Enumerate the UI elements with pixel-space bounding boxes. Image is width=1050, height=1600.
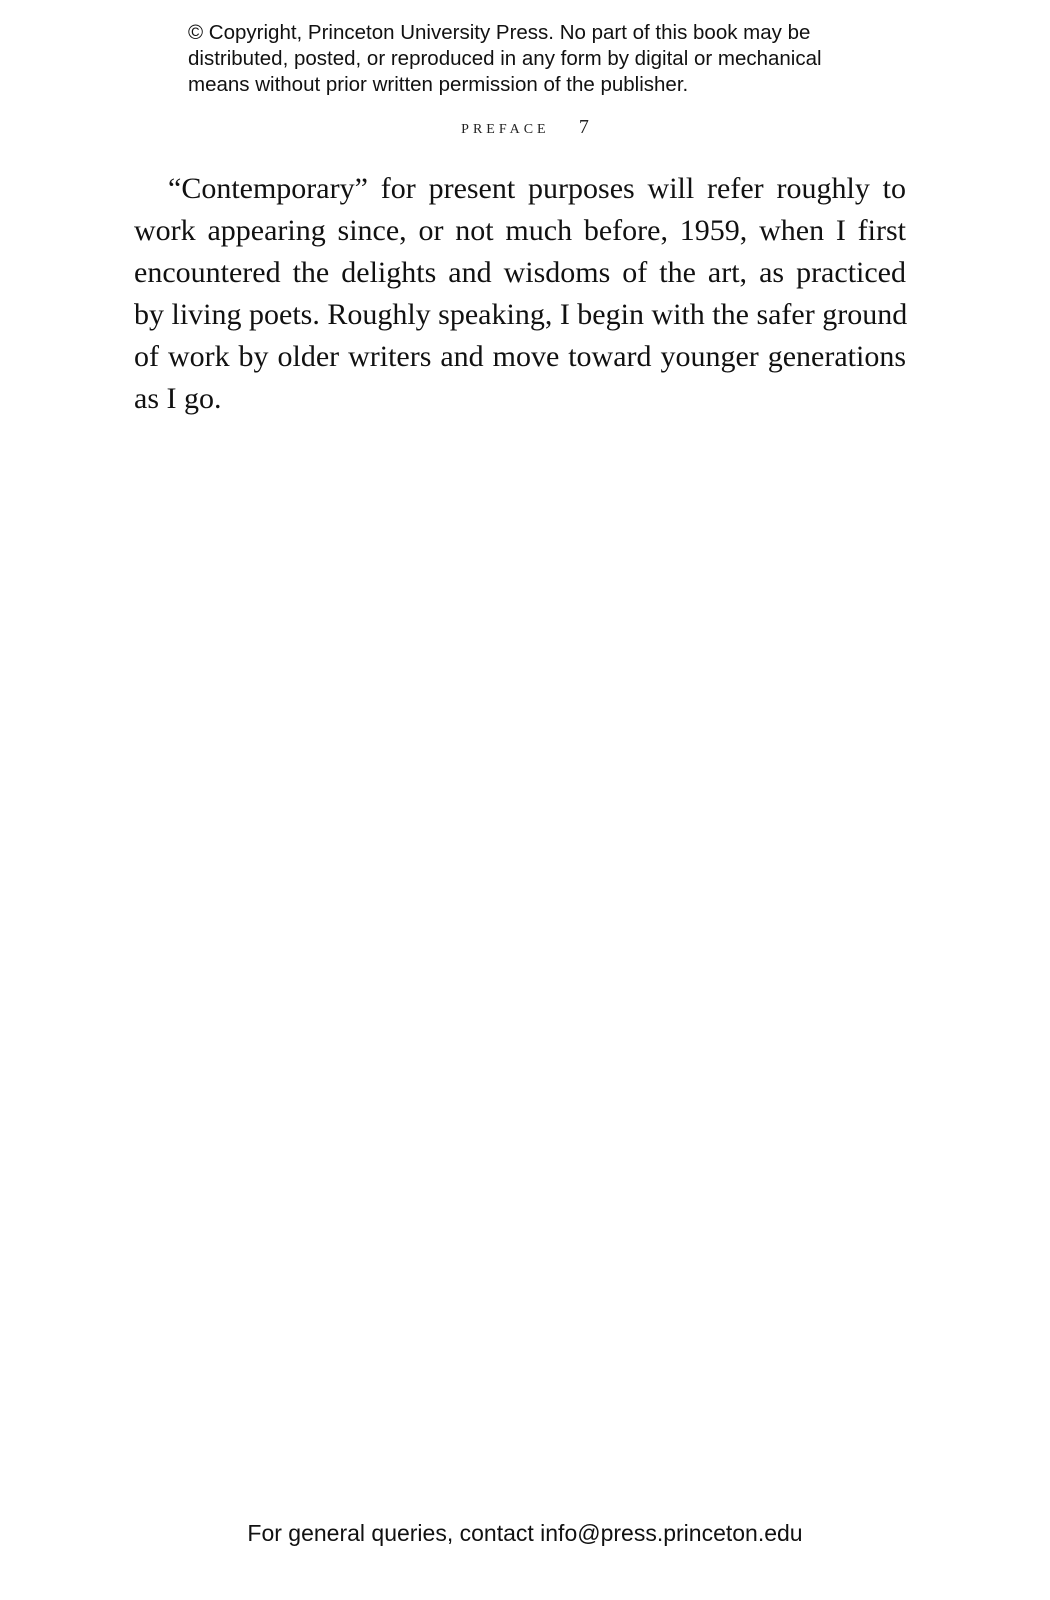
paragraph-line: work appearing since, or not much before, 1959, when I first (134, 214, 906, 247)
body-paragraph (134, 168, 906, 420)
paragraph-line: of work by older writers and move toward younger generations (134, 340, 906, 373)
paragraph-line: by living poets. Roughly speaking, I begin with the safer ground (134, 298, 908, 331)
copyright-line: means without prior written permission of the publisher. (188, 73, 689, 96)
paragraph-line: “Contemporary” for present purposes will refer roughly to (168, 172, 906, 205)
paragraph-line: as I go. (134, 382, 222, 415)
footer-contact: For general queries, contact info@press.princeton.edu (247, 1520, 803, 1546)
page-number: 7 (578, 116, 589, 138)
running-head-label: preface (461, 116, 550, 138)
paragraph-line: encountered the delights and wisdoms of the art, as practiced (134, 256, 906, 289)
copyright-line: © Copyright, Princeton University Press. No part of this book may be (188, 21, 811, 44)
copyright-notice (188, 20, 908, 98)
copyright-line: distributed, posted, or reproduced in any form by digital or mechanical (188, 47, 822, 70)
running-head (0, 116, 1050, 139)
